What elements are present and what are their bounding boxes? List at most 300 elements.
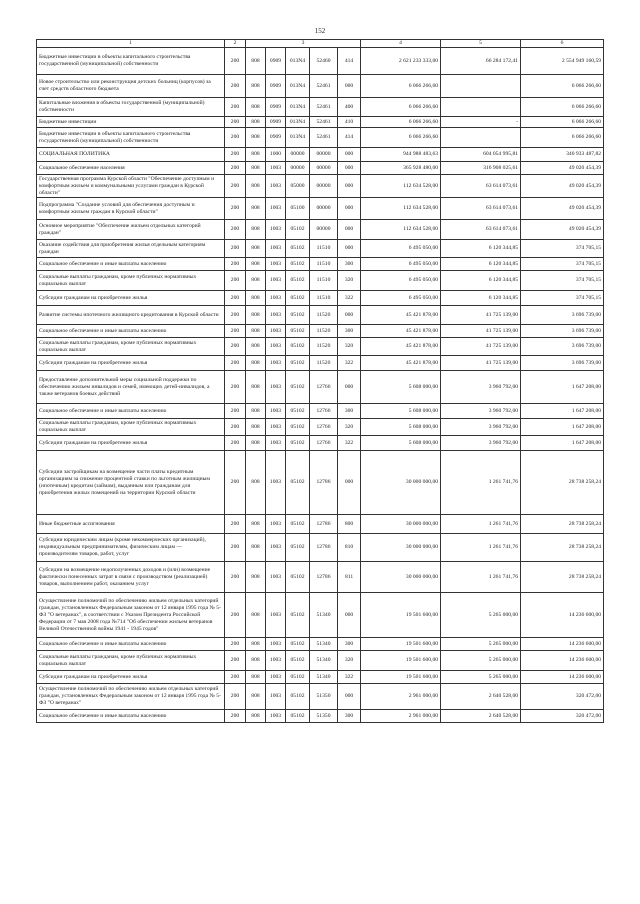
row-col-target: 11520	[310, 356, 338, 371]
row-col-subsection: 1003	[266, 220, 286, 240]
row-col-section: 808	[246, 198, 266, 220]
row-col-target: 12786	[310, 451, 338, 515]
row-col-subsection: 1003	[266, 371, 286, 404]
row-col-expense-type: 000	[338, 175, 361, 198]
row-col-grbs: 200	[225, 338, 246, 356]
row-name: Социальные выплаты гражданам, кроме публичных нормативных социальных выплат	[37, 419, 225, 436]
row-col-remainder: 320 472,00	[521, 684, 604, 710]
row-col-expense-type: 000	[338, 240, 361, 258]
row-col-grbs: 200	[225, 419, 246, 436]
table-row	[37, 325, 604, 338]
row-col-remainder: 28 738 258,24	[521, 515, 604, 534]
row-col-planned: 30 000 000,00	[361, 562, 441, 593]
row-name: Развитие системы ипотечного жилищного кредитования в Курской области	[37, 306, 225, 325]
row-col-grbs: 200	[225, 562, 246, 593]
row-name: Социальное обеспечение и иные выплаты населению	[37, 638, 225, 651]
row-col-expense-type: 322	[338, 356, 361, 371]
row-col-target: 51340	[310, 593, 338, 638]
row-col-section: 808	[246, 684, 266, 710]
row-col-target: 11510	[310, 240, 338, 258]
row-col-executed: -	[441, 117, 521, 128]
row-col-remainder: 374 705,15	[521, 271, 604, 291]
table-row	[37, 515, 604, 534]
row-col-grbs: 200	[225, 371, 246, 404]
row-col-grbs: 200	[225, 117, 246, 128]
budget-table	[36, 39, 604, 723]
row-name: Подпрограмма "Создание условий для обеспечения доступным и комфортным жильем граждан в Курской области"	[37, 198, 225, 220]
row-col-planned: 30 000 000,00	[361, 451, 441, 515]
row-name: Социальные выплаты гражданам, кроме публичных нормативных социальных выплат	[37, 271, 225, 291]
row-col-remainder: 3 696 739,00	[521, 338, 604, 356]
row-col-section: 808	[246, 356, 266, 371]
row-col-remainder: 14 236 600,00	[521, 671, 604, 684]
row-name: Осуществление полномочий по обеспечению жильем отдельных категорий граждан, установленных Федеральным законом от 12 января 1995 года № 5-ФЗ "О ветеранах"	[37, 684, 225, 710]
header-col-2: 2	[225, 40, 246, 48]
row-col-target: 51340	[310, 651, 338, 671]
row-col-planned: 6 495 050,00	[361, 271, 441, 291]
row-col-planned: 30 000 000,00	[361, 534, 441, 562]
row-col-executed: 63 614 073,61	[441, 175, 521, 198]
row-name: Бюджетные инвестиции	[37, 117, 225, 128]
row-col-program: 013N4	[286, 98, 310, 117]
row-col-grbs: 200	[225, 128, 246, 148]
row-col-expense-type: 000	[338, 451, 361, 515]
row-col-planned: 19 501 600,00	[361, 593, 441, 638]
row-col-grbs: 200	[225, 593, 246, 638]
row-col-expense-type: 320	[338, 271, 361, 291]
row-col-executed: 3 960 792,00	[441, 404, 521, 419]
row-col-remainder: 6 066 266,60	[521, 128, 604, 148]
table-row	[37, 371, 604, 404]
row-name: Социальное обеспечение и иные выплаты населению	[37, 404, 225, 419]
row-col-remainder: 6 066 266,60	[521, 98, 604, 117]
row-col-grbs: 200	[225, 534, 246, 562]
table-row	[37, 338, 604, 356]
row-col-target: 12766	[310, 371, 338, 404]
row-col-expense-type: 300	[338, 404, 361, 419]
row-col-executed: 2 640 528,00	[441, 684, 521, 710]
row-name: Оказание содействия для приобретения жилья отдельным категориям граждан	[37, 240, 225, 258]
row-col-remainder: 14 236 600,00	[521, 651, 604, 671]
row-col-subsection: 1003	[266, 419, 286, 436]
row-col-executed: 41 725 139,00	[441, 325, 521, 338]
table-row	[37, 562, 604, 593]
row-col-subsection: 1003	[266, 356, 286, 371]
row-col-remainder: 6 066 266,60	[521, 117, 604, 128]
row-col-section: 808	[246, 98, 266, 117]
row-col-target: 11520	[310, 338, 338, 356]
row-col-subsection: 1003	[266, 534, 286, 562]
row-col-planned: 45 421 878,00	[361, 325, 441, 338]
row-col-remainder: 1 647 208,00	[521, 436, 604, 451]
row-name: Субсидии застройщикам на возмещение части платы кредитным организациям за снижение процентной ставки по льготным жилищным (ипотечным) кредитам (займам), выданным или гражданам для приобретения жилых помещений на территории Курской области	[37, 451, 225, 515]
table-row	[37, 258, 604, 271]
table-row	[37, 240, 604, 258]
row-col-program: 05102	[286, 291, 310, 306]
row-col-grbs: 200	[225, 198, 246, 220]
row-col-section: 808	[246, 291, 266, 306]
row-col-planned: 19 501 600,00	[361, 671, 441, 684]
row-col-subsection: 1003	[266, 671, 286, 684]
row-col-section: 808	[246, 651, 266, 671]
row-col-grbs: 200	[225, 404, 246, 419]
table-row	[37, 75, 604, 98]
row-col-planned: 6 495 050,00	[361, 291, 441, 306]
row-col-executed: 6 120 344,85	[441, 291, 521, 306]
row-col-expense-type: 000	[338, 198, 361, 220]
row-col-subsection: 0909	[266, 117, 286, 128]
row-col-planned: 19 501 600,00	[361, 638, 441, 651]
row-col-remainder: 49 020 454,39	[521, 175, 604, 198]
row-col-target: 52461	[310, 128, 338, 148]
table-row	[37, 148, 604, 162]
row-col-target: 12786	[310, 562, 338, 593]
row-col-program: 013N4	[286, 48, 310, 75]
row-col-executed: 63 614 073,61	[441, 198, 521, 220]
row-col-target: 00000	[310, 198, 338, 220]
row-col-grbs: 200	[225, 436, 246, 451]
row-col-remainder: 14 236 600,00	[521, 638, 604, 651]
row-col-target: 51340	[310, 671, 338, 684]
row-col-planned: 6 066 266,60	[361, 98, 441, 117]
row-name: Социальное обеспечение и иные выплаты населению	[37, 325, 225, 338]
row-col-remainder: 320 472,00	[521, 710, 604, 723]
row-col-subsection: 1003	[266, 338, 286, 356]
row-col-section: 808	[246, 638, 266, 651]
row-col-section: 808	[246, 48, 266, 75]
row-col-expense-type: 400	[338, 98, 361, 117]
row-col-target: 52461	[310, 117, 338, 128]
row-col-planned: 45 421 878,00	[361, 356, 441, 371]
table-row	[37, 48, 604, 75]
row-col-expense-type: 000	[338, 148, 361, 162]
row-col-remainder: 28 738 258,24	[521, 451, 604, 515]
row-col-executed: 6 120 344,85	[441, 240, 521, 258]
row-col-planned: 2 961 000,00	[361, 684, 441, 710]
row-col-section: 808	[246, 258, 266, 271]
row-col-planned: 944 988 483,63	[361, 148, 441, 162]
row-col-remainder: 49 020 454,39	[521, 198, 604, 220]
table-row	[37, 451, 604, 515]
row-col-target: 51350	[310, 684, 338, 710]
row-col-remainder: 6 066 266,60	[521, 75, 604, 98]
row-col-target: 12786	[310, 534, 338, 562]
header-col-3: 3	[246, 40, 361, 48]
row-col-expense-type: 300	[338, 638, 361, 651]
row-col-remainder: 374 705,15	[521, 240, 604, 258]
row-col-program: 05102	[286, 371, 310, 404]
row-col-program: 05102	[286, 325, 310, 338]
row-col-remainder: 3 696 739,00	[521, 325, 604, 338]
row-col-grbs: 200	[225, 651, 246, 671]
row-col-subsection: 1003	[266, 651, 286, 671]
row-col-section: 808	[246, 451, 266, 515]
row-col-expense-type: 300	[338, 258, 361, 271]
row-col-subsection: 1003	[266, 175, 286, 198]
row-col-subsection: 0909	[266, 75, 286, 98]
row-col-grbs: 200	[225, 306, 246, 325]
row-col-grbs: 200	[225, 258, 246, 271]
row-col-planned: 2 961 000,00	[361, 710, 441, 723]
row-col-remainder: 1 647 208,00	[521, 419, 604, 436]
row-col-subsection: 1000	[266, 148, 286, 162]
row-col-remainder: 2 554 949 160,59	[521, 48, 604, 75]
row-col-planned: 5 608 000,00	[361, 371, 441, 404]
row-col-subsection: 1003	[266, 325, 286, 338]
row-col-expense-type: 320	[338, 338, 361, 356]
row-name: Бюджетные инвестиции в объекты капитального строительства государственной (муниципальной) собственности	[37, 128, 225, 148]
row-col-subsection: 0909	[266, 128, 286, 148]
table-row	[37, 98, 604, 117]
row-name: Субсидии гражданам на приобретение жилья	[37, 291, 225, 306]
row-col-remainder: 340 933 487,82	[521, 148, 604, 162]
row-col-remainder: 28 738 258,24	[521, 534, 604, 562]
row-col-section: 808	[246, 562, 266, 593]
row-name: Социальное обеспечение и иные выплаты населению	[37, 710, 225, 723]
row-col-subsection: 1003	[266, 684, 286, 710]
row-col-expense-type: 000	[338, 162, 361, 175]
table-row	[37, 534, 604, 562]
row-col-program: 05102	[286, 271, 310, 291]
row-col-target: 52461	[310, 98, 338, 117]
row-name: Субсидии юридическим лицам (кроме некоммерческих организаций), индивидуальным предпринимателям, физическим лицам — производителям товаров, работ, услуг	[37, 534, 225, 562]
table-row	[37, 638, 604, 651]
row-col-program: 05102	[286, 671, 310, 684]
row-col-subsection: 1003	[266, 593, 286, 638]
row-col-planned: 6 495 050,00	[361, 240, 441, 258]
row-col-section: 808	[246, 148, 266, 162]
row-col-expense-type: 320	[338, 651, 361, 671]
row-col-planned: 5 608 000,00	[361, 436, 441, 451]
row-col-grbs: 200	[225, 175, 246, 198]
row-col-executed: 604 054 995,81	[441, 148, 521, 162]
row-col-target: 12766	[310, 436, 338, 451]
table-row	[37, 220, 604, 240]
row-col-grbs: 200	[225, 240, 246, 258]
row-col-grbs: 200	[225, 638, 246, 651]
row-col-executed: 1 261 741,76	[441, 562, 521, 593]
row-name: Государственная программа Курской области "Обеспечение доступным и комфортным жильем и коммунальными услугами граждан в Курской области"	[37, 175, 225, 198]
row-col-target: 51350	[310, 710, 338, 723]
table-row	[37, 271, 604, 291]
row-col-executed: 3 960 792,00	[441, 436, 521, 451]
table-row	[37, 436, 604, 451]
row-col-grbs: 200	[225, 356, 246, 371]
row-col-target: 52460	[310, 48, 338, 75]
row-col-executed: 41 725 139,00	[441, 338, 521, 356]
row-col-planned: 112 634 528,00	[361, 198, 441, 220]
row-col-planned: 45 421 878,00	[361, 306, 441, 325]
row-col-planned: 112 634 528,00	[361, 220, 441, 240]
row-col-remainder: 3 696 739,00	[521, 306, 604, 325]
row-col-executed: 1 261 741,76	[441, 534, 521, 562]
row-col-subsection: 1003	[266, 404, 286, 419]
row-col-subsection: 1003	[266, 562, 286, 593]
row-col-executed: 41 725 139,00	[441, 306, 521, 325]
row-col-remainder: 374 705,15	[521, 258, 604, 271]
row-col-target: 51340	[310, 638, 338, 651]
row-col-program: 05102	[286, 436, 310, 451]
row-col-executed: 5 265 000,00	[441, 651, 521, 671]
table-row	[37, 306, 604, 325]
row-col-grbs: 200	[225, 148, 246, 162]
row-col-planned: 6 495 050,00	[361, 258, 441, 271]
table-row	[37, 593, 604, 638]
row-name: Социальные выплаты гражданам, кроме публичных нормативных социальных выплат	[37, 338, 225, 356]
row-col-remainder: 1 647 208,00	[521, 404, 604, 419]
table-row	[37, 117, 604, 128]
row-col-target: 12786	[310, 515, 338, 534]
row-col-section: 808	[246, 175, 266, 198]
row-col-expense-type: 000	[338, 593, 361, 638]
row-col-executed: 2 640 528,00	[441, 710, 521, 723]
row-col-target: 12766	[310, 419, 338, 436]
table-row	[37, 291, 604, 306]
row-col-executed	[441, 75, 521, 98]
row-col-section: 808	[246, 515, 266, 534]
row-col-section: 808	[246, 117, 266, 128]
row-name: Капитальные вложения в объекты государственной (муниципальной) собственности	[37, 98, 225, 117]
row-col-grbs: 200	[225, 451, 246, 515]
row-col-planned: 365 928 480,00	[361, 162, 441, 175]
row-col-target: 00000	[310, 220, 338, 240]
row-col-section: 808	[246, 325, 266, 338]
table-row	[37, 404, 604, 419]
row-name: Субсидии гражданам на приобретение жилья	[37, 436, 225, 451]
row-col-grbs: 200	[225, 325, 246, 338]
row-col-executed: 63 614 073,61	[441, 220, 521, 240]
table-row	[37, 651, 604, 671]
row-col-planned: 45 421 878,00	[361, 338, 441, 356]
row-col-expense-type: 320	[338, 419, 361, 436]
row-col-program: 05102	[286, 515, 310, 534]
row-col-subsection: 1003	[266, 306, 286, 325]
header-col-6: 6	[521, 40, 604, 48]
row-col-program: 05100	[286, 198, 310, 220]
row-col-expense-type: 000	[338, 220, 361, 240]
row-col-program: 05102	[286, 593, 310, 638]
row-col-target: 52461	[310, 75, 338, 98]
row-col-grbs: 200	[225, 162, 246, 175]
row-col-program: 013N4	[286, 75, 310, 98]
row-col-planned: 6 066 266,60	[361, 128, 441, 148]
row-col-target: 12766	[310, 404, 338, 419]
row-col-subsection: 0909	[266, 98, 286, 117]
row-col-section: 808	[246, 436, 266, 451]
row-col-target: 11520	[310, 325, 338, 338]
row-col-program: 05102	[286, 684, 310, 710]
row-col-section: 808	[246, 710, 266, 723]
row-col-subsection: 1003	[266, 515, 286, 534]
row-col-executed: 5 265 000,00	[441, 593, 521, 638]
row-col-grbs: 200	[225, 515, 246, 534]
row-col-section: 808	[246, 671, 266, 684]
row-name: Новое строительство или реконструкция детских больниц (корпусов) за счет средств областного бюджета	[37, 75, 225, 98]
row-col-planned: 6 066 266,60	[361, 75, 441, 98]
row-col-planned: 19 501 600,00	[361, 651, 441, 671]
row-col-program: 05102	[286, 651, 310, 671]
row-col-remainder: 49 020 454,39	[521, 220, 604, 240]
row-col-target: 00000	[310, 175, 338, 198]
table-row	[37, 128, 604, 148]
row-col-program: 00000	[286, 148, 310, 162]
row-col-expense-type: 300	[338, 710, 361, 723]
row-col-program: 00000	[286, 162, 310, 175]
row-col-section: 808	[246, 338, 266, 356]
header-col-1: 1	[37, 40, 225, 48]
row-col-executed: 316 908 025,61	[441, 162, 521, 175]
table-row	[37, 684, 604, 710]
row-col-expense-type: 322	[338, 291, 361, 306]
row-col-grbs: 200	[225, 291, 246, 306]
row-col-program: 05102	[286, 638, 310, 651]
row-name: Субсидии гражданам на приобретение жилья	[37, 671, 225, 684]
row-col-expense-type: 414	[338, 128, 361, 148]
row-col-program: 05102	[286, 306, 310, 325]
page-number: 152	[314, 27, 326, 35]
row-col-executed: 6 120 344,85	[441, 271, 521, 291]
row-col-executed: 6 120 344,85	[441, 258, 521, 271]
row-col-executed: 66 284 172,41	[441, 48, 521, 75]
row-col-grbs: 200	[225, 98, 246, 117]
row-col-executed: 3 960 792,00	[441, 419, 521, 436]
row-col-remainder: 14 236 600,00	[521, 593, 604, 638]
row-col-target: 00000	[310, 162, 338, 175]
table-row	[37, 671, 604, 684]
row-col-planned: 5 608 000,00	[361, 419, 441, 436]
row-name: Субсидии гражданам на приобретение жилья	[37, 356, 225, 371]
row-name: Иные бюджетные ассигнования	[37, 515, 225, 534]
row-col-subsection: 1003	[266, 198, 286, 220]
row-col-remainder: 49 020 454,39	[521, 162, 604, 175]
row-col-expense-type: 811	[338, 562, 361, 593]
row-col-subsection: 1003	[266, 436, 286, 451]
row-col-remainder: 1 647 208,00	[521, 371, 604, 404]
row-col-subsection: 1003	[266, 710, 286, 723]
row-col-subsection: 1003	[266, 291, 286, 306]
row-col-program: 05102	[286, 562, 310, 593]
table-row	[37, 162, 604, 175]
row-col-remainder: 3 696 739,00	[521, 356, 604, 371]
row-col-target: 11510	[310, 258, 338, 271]
row-col-remainder: 28 738 258,24	[521, 562, 604, 593]
row-col-subsection: 1003	[266, 451, 286, 515]
row-col-expense-type: 810	[338, 534, 361, 562]
row-col-section: 808	[246, 593, 266, 638]
row-col-grbs: 200	[225, 684, 246, 710]
row-col-grbs: 200	[225, 271, 246, 291]
header-col-5: 5	[441, 40, 521, 48]
row-col-subsection: 1003	[266, 258, 286, 271]
row-col-section: 808	[246, 162, 266, 175]
row-col-program: 05102	[286, 356, 310, 371]
row-col-program: 05102	[286, 258, 310, 271]
row-name: Основное мероприятие "Обеспечение жильем отдельных категорий граждан"	[37, 220, 225, 240]
row-col-expense-type: 800	[338, 515, 361, 534]
row-col-grbs: 200	[225, 671, 246, 684]
row-col-program: 05102	[286, 338, 310, 356]
row-col-subsection: 1003	[266, 240, 286, 258]
row-name: Социальное обеспечение населения	[37, 162, 225, 175]
row-col-planned: 5 608 000,00	[361, 404, 441, 419]
row-col-executed	[441, 98, 521, 117]
row-col-planned: 6 066 266,60	[361, 117, 441, 128]
row-col-grbs: 200	[225, 75, 246, 98]
row-col-expense-type: 000	[338, 306, 361, 325]
row-col-target: 11510	[310, 271, 338, 291]
row-col-grbs: 200	[225, 710, 246, 723]
table-row	[37, 419, 604, 436]
